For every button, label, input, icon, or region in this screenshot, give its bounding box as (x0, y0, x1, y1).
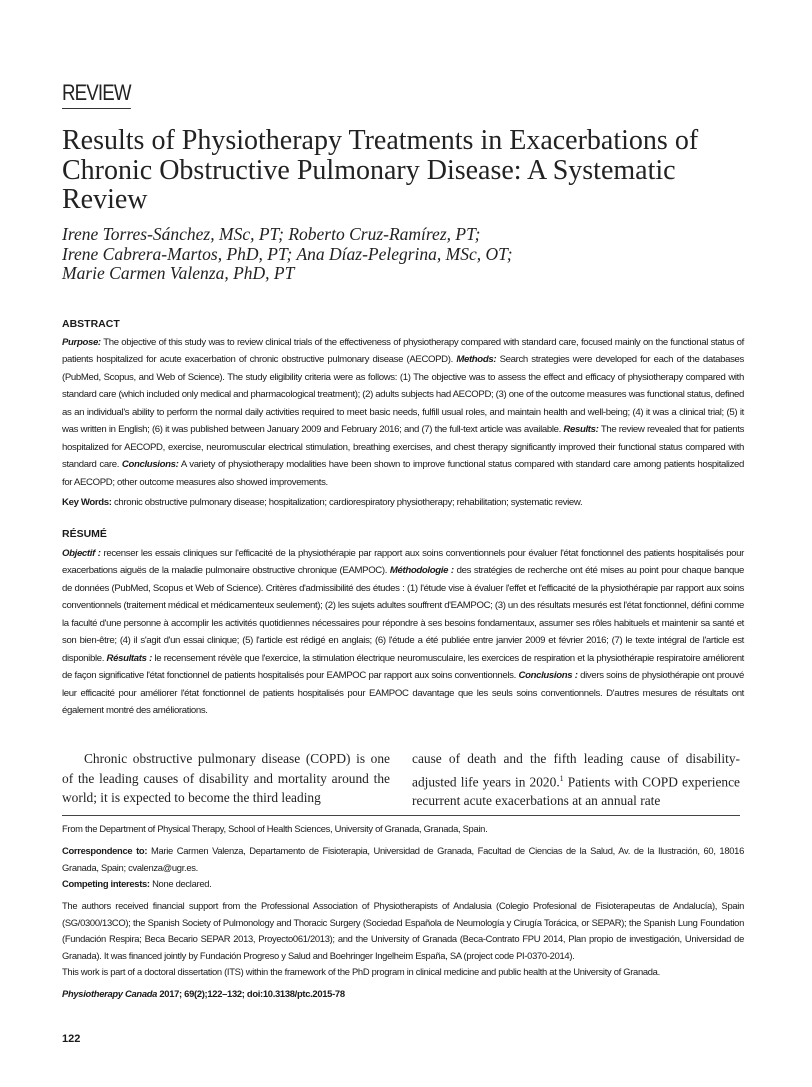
results-label: Results: (563, 424, 599, 436)
affiliation: From the Department of Physical Therapy, School of Health Sciences, University of Granada, Granada, Spain. (62, 823, 488, 834)
funding-statement: The authors received financial support from the Professional Association of Physiotherapists of Andalusia (Colegio Profesional de Fisioterapeutas de Andalucía), Spain (SG/0300/13CO); the Spanish Society of Pulmonology and Thoracic Surgery (Sociedad Española de Neumología y Cirugía Torácica, or SEPAR); the Spanish Lung Foundation (Fundación Respira; Beca Becario SEPAR 2013, Proyecto061/2013); and the University of Granada (Beca-Contrato FPU 2014, Plan propio de investigación, Universidad de Granada). It was financed jointly by Fundación Progreso y Salud and Boehringer Ingelheim España, SA (project code PI-0370-2014). (62, 900, 744, 961)
body-column-right (412, 749, 740, 811)
methodologie-label: Méthodologie : (389, 565, 454, 577)
body-text: cause of death and the fifth leading cause of disability-adjusted life years in 2020. (412, 751, 740, 789)
article-type-label: REVIEW (62, 80, 131, 109)
purpose-label: Purpose: (62, 337, 101, 348)
footer-divider (62, 815, 740, 816)
correspondence-label: Correspondence to: (62, 845, 148, 856)
methods-text: Search strategies were developed for each of the databases (PubMed, Scopus, and Web of Science). The study eligibility criteria were as follows: (1) The objective was to assess the effect and efficacy of physiotherapy compared with standard care (which included only medical and pharmacological treatment); (2) adults subjects had AECOPD; (3) one of the outcome measures was functional status, defined as an individual's ability to perform the normal daily activities required to meet basic needs, fulfill usual roles, and maintain health and well-being; (4) it was a clinical trial; (5) it was written in English; (6) it was published between January 2009 and February 2016; and (7) the full-text article was available. (62, 354, 744, 436)
correspondence (62, 843, 744, 876)
page-number: 122 (62, 1033, 81, 1045)
competing-text: None declared. (149, 878, 212, 889)
results-text: The review revealed that for patients hospitalized for AECOPD, exercise, neuromuscular electrical stimulation, breathing exercises, and chest therapy significantly improved their functional status compared with standard care. (62, 424, 745, 471)
abstract-text (62, 334, 744, 491)
resume-text (62, 545, 744, 720)
methods-label: Methods: (456, 354, 497, 366)
citation-ref[interactable]: 1 (559, 773, 564, 783)
author-line: Irene Cabrera-Martos, PhD, PT; Ana Díaz-Pelegrina, MSc, OT; (62, 243, 513, 264)
body-columns (62, 749, 740, 811)
competing-label: Competing interests: (62, 878, 150, 889)
methodologie-text: des stratégies de recherche ont été mises au point pour chaque banque de données (PubMed, Scopus et Web of Science). Critères d'admissibilité des études : (1) l'étude vise à évaluer l'effet et l'efficacité de la physiothérapie par rapport aux soins conventionnels (traitement médical et médicamenteux seulement); (2) les sujets adultes souffrent d'EAMPOC; (3) un des résultats mesurés est l'état fonctionnel, défini comme la faculté d'une personne à accomplir les activités quotidiennes nécessaires pour répondre à ses besoins fondamentaux, assumer ses rôles habituels et maintenir sa santé et son bien-être; (4) il s'agit d'un essai clinique; (5) l'article est rédigé en anglais; (6) l'étude a été publiée entre janvier 2009 et février 2016; (7) le texte intégral de l'article est disponible. (62, 565, 744, 664)
conclusions-label: Conclusions: (121, 459, 179, 471)
resume-conclusions-label: Conclusions : (518, 670, 578, 682)
keywords-text: chronic obstructive pulmonary disease; hospitalization; cardiorespiratory physiotherapy; rehabilitation; systematic review. (111, 497, 583, 508)
body-text: Patients with COPD experience recurrent acute exacerbations at an annual rate (412, 773, 740, 809)
correspondence-text: Marie Carmen Valenza, Departamento de Fisioterapia, Universidad de Granada, Facultad de Ciencias de la Salud, Av. de la Ilustración, 60, 18016 Granada, Spain; cvalenza@ugr.es. (62, 845, 745, 873)
keywords (62, 494, 744, 511)
resultats-label: Résultats : (106, 652, 152, 664)
keywords-label: Key Words: (62, 497, 112, 508)
body-column-left: Chronic obstructive pulmonary disease (COPD) is one of the leading causes of disability and mortality around the world; it is expected to become the third leading (62, 751, 390, 805)
author-list (62, 225, 752, 284)
competing-interests (62, 876, 744, 893)
dissertation-note: This work is part of a doctoral dissertation (ITS) within the framework of the PhD program in clinical medicine and public health at the University of Granada. (62, 966, 660, 977)
article-title: Results of Physiotherapy Treatments in Exacerbations of Chronic Obstructive Pulmonary Disease: A Systematic Review (62, 125, 699, 215)
purpose-text: The objective of this study was to review clinical trials of the effectiveness of physiotherapy compared with standard care, focused mainly on the functional status of patients hospitalized for acute exacerbation of chronic obstructive pulmonary disease (AECOPD). (62, 337, 744, 366)
journal-name: Physiotherapy Canada (62, 988, 158, 999)
abstract-heading: ABSTRACT (62, 318, 120, 330)
author-line: Marie Carmen Valenza, PhD, PT (62, 263, 295, 283)
author-line: Irene Torres-Sánchez, MSc, PT; Roberto Cruz-Ramírez, PT; (62, 224, 481, 244)
resume-heading: RÉSUMÉ (62, 528, 107, 540)
resume-conclusions-text: divers soins de physiothérapie ont prouvé leur efficacité pour améliorer l'état fonctionnel de patients hospitalisés pour EAMPOC davantage que les seuls soins conventionnels. D'autres mesures de résultats ont également montré des améliorations. (62, 670, 744, 717)
conclusions-text: A variety of physiotherapy modalities have been shown to improve functional status compared with standard care among patients hospitalized for AECOPD; other outcome measures also showed improvements. (62, 459, 744, 488)
objectif-text: recenser les essais cliniques sur l'efficacité de la physiothérapie par rapport aux soins conventionnels pour évaluer l'état fonctionnel des patients hospitalisés pour exacerbations aiguës de la maladie pulmonaire obstructive chronique (EAMPOC). (62, 548, 744, 577)
resultats-text: le recensement révèle que l'exercice, la stimulation électrique neuromusculaire, les exercices de respiration et la physiothérapie respiratoire améliorent de façon significative l'état fonctionnel de patients hospitalisés pour EAMPOC par rapport aux soins conventionnels. (62, 652, 744, 682)
citation-details: 2017; 69(2);122–132; doi:10.3138/ptc.2015-78 (157, 988, 345, 999)
objectif-label: Objectif : (62, 548, 101, 559)
journal-citation (62, 986, 744, 1003)
